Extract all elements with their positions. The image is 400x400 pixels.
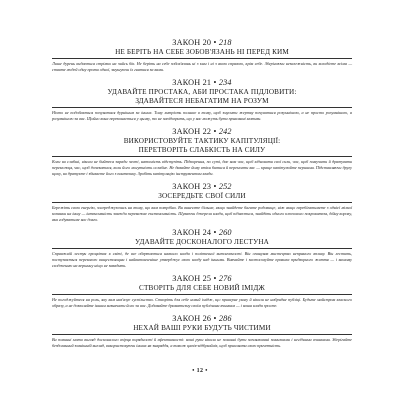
law-summary: Ніхто не подобається почуватися дурнішим за інших. Тому хитрість полягає в тому, щоб змусити жертву почуватися розумнішою, а не просто розумнішою, а розумнішою за вас. Щойно вона переконається у цьому, то не запідозрить, що у вас можуть бути приховані мотиви. <box>52 110 352 121</box>
law-title: УДАВАЙТЕ ДОСКОНАЛОГО ЛЕСТУНА <box>134 238 270 246</box>
law-page-ref: 218 <box>218 38 232 47</box>
law-section <box>52 182 352 223</box>
law-summary: Справжній лестун процвітає в світі, де все обертається навколо влади і політичної витонченості. Він опанував мистецтво непрямого впливу. Він лестить, поступається перевагою вищестоящим і найвитонченіше утверджує свою владу над іншими. Вивчайте і застосовуйте правила придворного життя — і вашому сходженню на вершину ніщо не завадить. <box>52 251 352 268</box>
bullet-separator: • <box>213 127 219 136</box>
law-heading <box>52 78 352 88</box>
law-summary: Не погоджуйтеся на роль, яку вам нав'язує суспільство. Створіть для себе новий імідж, що приверне увагу й ніколи не набридне публіці. Будьте майстром власного образу, а не дозволяйте іншим визначати його за вас. Додавайте драматизму своїм публічним вчинкам — і ваша влада зросте. <box>52 297 352 308</box>
bullet-separator: • <box>213 314 219 323</box>
law-heading <box>52 38 352 48</box>
law-summary: Лише дурень кидається стрімко на чийсь бік. Не беріть на себе зобов'язань ні з ким і ні з якою справою, крім себе. Зберігаючи незалежність, ви володієте всіма — ставте людей одну проти одної, змушуючи їх гнатися за вами. <box>52 61 352 72</box>
law-page-ref: 234 <box>218 78 232 87</box>
law-section <box>52 127 352 177</box>
law-number: ЗАКОН 22 <box>172 127 212 136</box>
law-number: ЗАКОН 23 <box>172 182 212 191</box>
law-heading <box>52 274 352 284</box>
law-title-line-2: ЗДАВАЙТЕСЯ НЕБАГАТИМ НА РОЗУМ <box>135 97 269 105</box>
law-heading <box>52 228 352 238</box>
law-summary: Ви повинні мати вигляд досконалого взірця порядності й ефективності: ваші руки ніколи не повинні бути заплямовані помилками і негідними вчинками. Зберігайте бездоганний зовнішній вигляд, використовуючи інших як знаряддя, а також цапів-відбувайлів, щоб приховати свою причетність. <box>52 337 352 348</box>
law-title: СТВОРІТЬ ДЛЯ СЕБЕ НОВИЙ ІМІДЖ <box>139 284 265 292</box>
law-page-ref: 242 <box>218 127 232 136</box>
law-section <box>52 274 352 309</box>
book-page <box>52 38 352 354</box>
divider <box>52 202 352 203</box>
law-page-ref: 286 <box>218 314 232 323</box>
bullet-separator: • <box>213 182 219 191</box>
divider <box>52 58 352 59</box>
law-title-line-2: ПЕРЕТВОРІТЬ СЛАБКІСТЬ НА СИЛУ <box>138 146 266 154</box>
bullet-separator: • <box>213 38 219 47</box>
divider <box>52 107 352 108</box>
law-section <box>52 314 352 349</box>
law-page-ref: 276 <box>218 274 232 283</box>
law-heading <box>52 127 352 137</box>
law-section <box>52 38 352 73</box>
law-section <box>52 228 352 269</box>
law-page-ref: 260 <box>218 228 232 237</box>
law-title: НЕХАЙ ВАШІ РУКИ БУДУТЬ ЧИСТИМИ <box>133 324 271 332</box>
law-heading <box>52 314 352 324</box>
law-title: ВИКОРИСТОВУЙТЕ ТАКТИКУ КАПІТУЛЯЦІЇ: <box>123 137 281 145</box>
law-number: ЗАКОН 25 <box>172 274 212 283</box>
law-title: ЗОСЕРЕДЬТЕ СВОЇ СИЛИ <box>158 192 246 200</box>
law-section <box>52 78 352 122</box>
law-title: НЕ БЕРІТЬ НА СЕБЕ ЗОБОВ'ЯЗАНЬ НІ ПЕРЕД КИМ <box>115 48 289 56</box>
divider <box>52 156 352 157</box>
law-number: ЗАКОН 21 <box>172 78 212 87</box>
bullet-separator: • <box>213 78 219 87</box>
divider <box>52 248 352 249</box>
law-number: ЗАКОН 24 <box>172 228 212 237</box>
law-number: ЗАКОН 20 <box>172 38 212 47</box>
bullet-separator: • <box>213 228 219 237</box>
law-title: УДАВАЙТЕ ПРОСТАКА, АБИ ПРОСТАКА ПІДЛОВИТИ: <box>107 88 297 96</box>
law-number: ЗАКОН 26 <box>172 314 212 323</box>
law-summary: Бережіть свою енергію, зосереджуючись на тому, що вам потрібно. Ви винесете більше, якщо знайдете багате родовище, ніж якщо перебігатимете з однієї мілкої копанки на іншу — інтенсивність завжди переважає екстенсивність. Шукаючи джерела влади, щоб піднестися, знайдіть одного ключового покровителя, дійну корову, яка годуватиме вас довго. <box>52 205 352 222</box>
divider <box>52 334 352 335</box>
divider <box>52 294 352 295</box>
page-number: • 12 • <box>192 368 208 374</box>
law-page-ref: 252 <box>218 182 232 191</box>
bullet-separator: • <box>213 274 219 283</box>
law-summary: Коли ви слабші, ніколи не бийтеся заради честі, натомість відступіть. Підкорення, по суті, дає вам час, щоб відновити свої сили, час, щоб помучити й дратувати переможця, час, щоб дочекатися, коли його могутність ослабне. Не давайте йому втіхи битися й перемогти вас — краще капітулюйте першими. Підставляючи другу щоку, ви дратуєте і збиваєте його з пантелику. Зробіть капітуляцію інструментом влади. <box>52 159 352 176</box>
law-heading <box>52 182 352 192</box>
